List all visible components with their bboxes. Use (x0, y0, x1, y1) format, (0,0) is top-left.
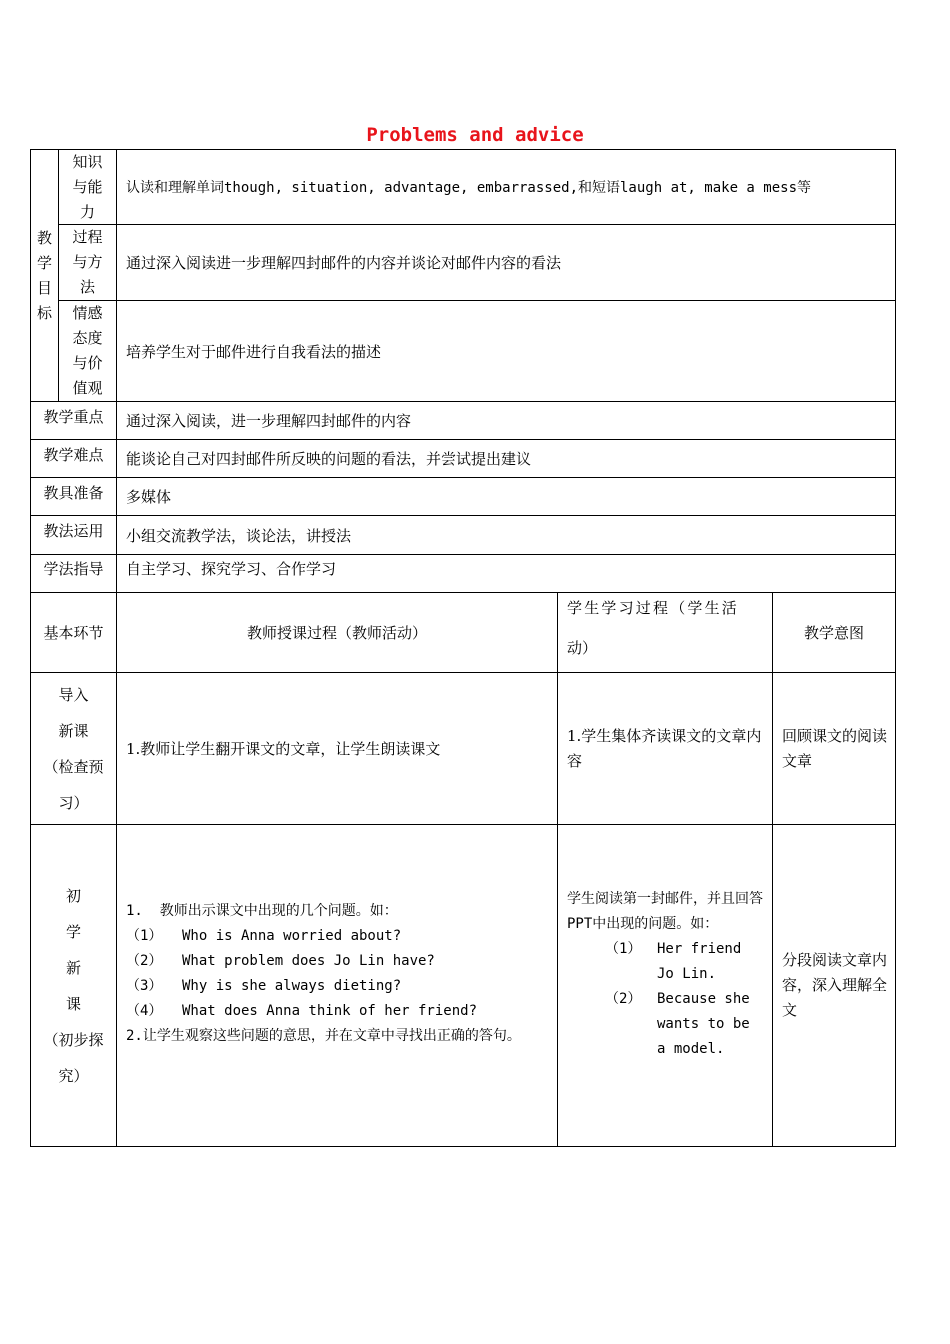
objective-knowledge-content: 认读和理解单词though, situation, advantage, embarrassed,和短语laugh at, make a mess等 (116, 149, 896, 225)
stage-2-label: 初 学 新 课 （初步探 究） (30, 824, 117, 1147)
learning-methods-label: 学法指导 (30, 554, 117, 593)
key-points-content: 通过深入阅读，进一步理解四封邮件的内容 (116, 401, 896, 440)
objective-process-content: 通过深入阅读进一步理解四封邮件的内容并谈论对邮件内容的看法 (116, 224, 896, 301)
question-item: （4） What does Anna think of her friend? (126, 1003, 478, 1019)
objective-process-label: 过程 与方 法 (58, 224, 117, 301)
stage-2-intent: 分段阅读文章内容，深入理解全文 (772, 824, 896, 1147)
objectives-label-char: 标 (36, 303, 52, 322)
objectives-label-char: 目 (36, 278, 52, 297)
stage-1-label: 导入 新课 （检查预 习） (30, 672, 117, 825)
stage-1-teacher-activity: 1.教师让学生翻开课文的文章，让学生朗读课文 (116, 672, 558, 825)
answer-item: （2） Because she wants to be a model. (605, 991, 750, 1057)
key-points-label: 教学重点 (30, 401, 117, 440)
materials-label: 教具准备 (30, 477, 117, 516)
teaching-methods-content: 小组交流教学法，谈论法，讲授法 (116, 515, 896, 555)
objectives-label-char: 学 (36, 253, 52, 272)
objective-knowledge-label: 知识 与能 力 (58, 149, 117, 225)
objective-attitude-content: 培养学生对于邮件进行自我看法的描述 (116, 300, 896, 402)
objective-attitude-label: 情感 态度 与价 值观 (58, 300, 117, 402)
question-item: （3） Why is she always dieting? (126, 978, 402, 994)
stage-header: 基本环节 (30, 592, 117, 673)
difficulties-content: 能谈论自己对四封邮件所反映的问题的看法，并尝试提出建议 (116, 439, 896, 478)
teacher-task: 2.让学生观察这些问题的意思，并在文章中寻找出正确的答句。 (126, 1028, 521, 1044)
learning-methods-content: 自主学习、探究学习、合作学习 (116, 554, 896, 593)
page-title: Problems and advice (366, 124, 584, 146)
question-item: （2） What problem does Jo Lin have? (126, 953, 435, 969)
materials-content: 多媒体 (116, 477, 896, 516)
answer-item: （1） Her friend Jo Lin. (605, 941, 742, 982)
stage-1-intent: 回顾课文的阅读文章 (772, 672, 896, 825)
stage-2-student-activity (557, 824, 773, 1147)
stage-2-teacher-activity (116, 824, 558, 1147)
intent-header: 教学意图 (772, 592, 896, 673)
student-activity-header: 学生学习过程（学生活 动） (557, 592, 773, 673)
question-list (126, 924, 551, 1024)
teacher-activity-header: 教师授课过程（教师活动） (116, 592, 558, 673)
stage-1-student-activity: 1.学生集体齐读课文的文章内容 (557, 672, 773, 825)
teaching-methods-label: 教法运用 (30, 515, 117, 555)
student-intro: 学生阅读第一封邮件，并且回答PPT中出现的问题。如： (567, 891, 763, 932)
difficulties-label: 教学难点 (30, 439, 117, 478)
objectives-group-label (30, 149, 59, 402)
teacher-intro: 1. 教师出示课文中出现的几个问题。如： (126, 903, 398, 919)
objectives-label-char: 教 (36, 228, 52, 247)
question-item: （1） Who is Anna worried about? (126, 928, 402, 944)
